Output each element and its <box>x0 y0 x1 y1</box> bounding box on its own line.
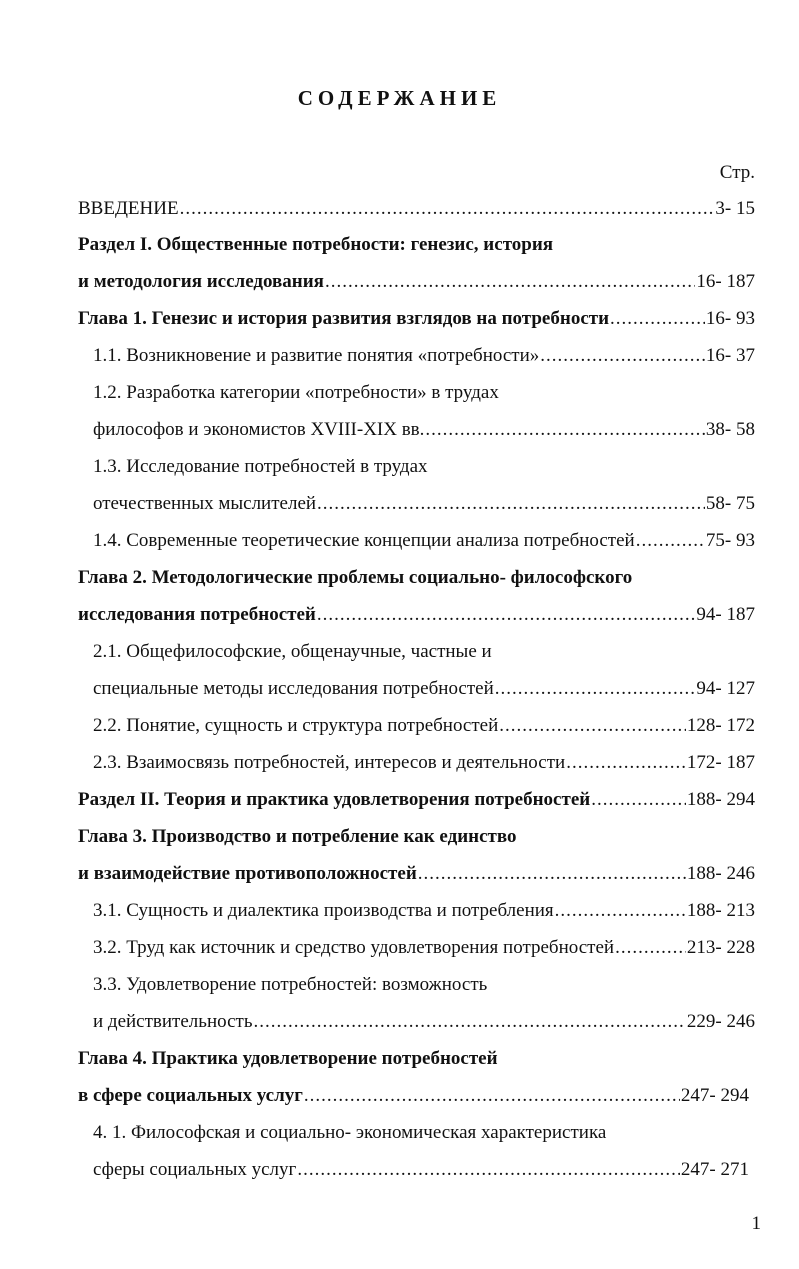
toc-entry-text: 2.3. Взаимосвязь потребностей, интересов и деятельности <box>93 752 566 773</box>
toc-leader-dots <box>566 752 686 774</box>
toc-leader-dots <box>540 345 705 367</box>
toc-subsection-2-2 <box>93 715 755 741</box>
toc-entry-text: 1.1. Возникновение и развитие понятия «потребности» <box>93 345 540 366</box>
toc-entry-pages: 58- 75 <box>705 493 755 514</box>
toc-entry-pages: 16- 93 <box>705 308 755 329</box>
toc-chapter-2-cont <box>78 604 755 630</box>
toc-entry-text: Глава 1. Генезис и история развития взглядов на потребности <box>78 308 610 329</box>
toc-subsection-1-2-cont <box>93 419 755 445</box>
toc-subsection-2-3 <box>93 752 755 778</box>
toc-entry-text: Раздел II. Теория и практика удовлетворения потребностей <box>78 789 591 810</box>
toc-leader-dots <box>418 863 686 885</box>
toc-entry-text: специальные методы исследования потребностей <box>93 678 494 699</box>
toc-entry-pages: 16- 187 <box>696 271 755 292</box>
toc-entry-pages: 3- 15 <box>715 198 755 219</box>
toc-entry-text: 3.1. Сущность и диалектика производства и потребления <box>93 900 554 921</box>
page-number: 1 <box>751 1213 761 1234</box>
toc-entry-text: и взаимодействие противоположностей <box>78 863 417 884</box>
toc-entry-pages: 16- 37 <box>705 345 755 366</box>
toc-entry-text: сферы социальных услуг <box>93 1159 297 1180</box>
toc-entry-pages: 247- 294 <box>680 1085 749 1106</box>
toc-entry-text: 3.2. Труд как источник и средство удовлетворения потребностей <box>93 937 615 958</box>
toc-leader-dots <box>180 198 715 220</box>
toc-entry-text: и методология исследования <box>78 271 324 292</box>
toc-entry-text: в сфере социальных услуг <box>78 1085 303 1106</box>
toc-leader-dots <box>555 900 686 922</box>
toc-entry-text: Глава 3. Производство и потребление как единство <box>78 826 517 847</box>
toc-entry-text: отечественных мыслителей <box>93 493 317 514</box>
page-title: СОДЕРЖАНИЕ <box>297 86 502 110</box>
toc-entry-text: 3.3. Удовлетворение потребностей: возможность <box>93 974 488 995</box>
toc-subsection-1-1 <box>93 345 755 371</box>
toc-entry-intro <box>78 198 755 224</box>
toc-chapter-3 <box>78 826 755 852</box>
toc-leader-dots <box>610 308 705 330</box>
toc-entry-text: ВВЕДЕНИЕ <box>78 198 179 219</box>
toc-entry-pages: 188- 294 <box>686 789 755 810</box>
toc-leader-dots <box>499 715 686 737</box>
toc-subsection-4-1 <box>93 1122 755 1148</box>
toc-subsection-2-1 <box>93 641 755 667</box>
toc-leader-dots <box>254 1011 686 1033</box>
toc-leader-dots <box>317 604 696 626</box>
toc-entry-pages: 38- 58 <box>705 419 755 440</box>
toc-entry-text: 1.2. Разработка категории «потребности» в трудах <box>93 382 499 403</box>
toc-entry-text: Глава 4. Практика удовлетворение потребностей <box>78 1048 498 1069</box>
toc-entry-text: 1.4. Современные теоретические концепции анализа потребностей <box>93 530 635 551</box>
page-column-header: Стр. <box>719 162 755 183</box>
toc-leader-dots <box>425 419 705 441</box>
toc-entry-text: Глава 2. Методологические проблемы социально- философского <box>78 567 633 588</box>
toc-entry-pages: 229- 246 <box>686 1011 755 1032</box>
toc-entry-text: 4. 1. Философская и социально- экономическая характеристика <box>93 1122 607 1143</box>
toc-subsection-3-2 <box>93 937 755 963</box>
toc-entry-pages: 75- 93 <box>705 530 755 551</box>
toc-entry-text: исследования потребностей <box>78 604 316 625</box>
toc-section-2 <box>78 789 755 815</box>
toc-subsection-4-1-cont <box>93 1159 749 1185</box>
toc-entry-text: и действительность <box>93 1011 253 1032</box>
toc-leader-dots <box>636 530 705 552</box>
toc-chapter-4-cont <box>78 1085 749 1111</box>
toc-entry-text: философов и экономистов XVIII-XIX вв. <box>93 419 425 440</box>
toc-subsection-3-1 <box>93 900 755 926</box>
toc-leader-dots <box>297 1159 680 1181</box>
toc-subsection-1-3-cont <box>93 493 755 519</box>
toc-entry-pages: 94- 187 <box>696 604 755 625</box>
toc-entry-pages: 128- 172 <box>686 715 755 736</box>
toc-subsection-2-1-cont <box>93 678 755 704</box>
toc-leader-dots <box>615 937 686 959</box>
toc-entry-text: Раздел I. Общественные потребности: генезис, история <box>78 234 554 255</box>
toc-leader-dots <box>591 789 686 811</box>
toc-entry-text: 2.2. Понятие, сущность и структура потребностей <box>93 715 499 736</box>
toc-subsection-3-3-cont <box>93 1011 755 1037</box>
toc-entry-pages: 188- 246 <box>686 863 755 884</box>
toc-entry-pages: 172- 187 <box>686 752 755 773</box>
toc-leader-dots <box>304 1085 680 1107</box>
toc-chapter-1 <box>78 308 755 334</box>
toc-leader-dots <box>495 678 696 700</box>
toc-entry-pages: 94- 127 <box>696 678 755 699</box>
toc-chapter-2 <box>78 567 755 593</box>
toc-entry-pages: 247- 271 <box>680 1159 749 1180</box>
toc-entry-pages: 213- 228 <box>686 937 755 958</box>
toc-entry-pages: 188- 213 <box>686 900 755 921</box>
toc-chapter-3-cont <box>78 863 755 889</box>
toc-leader-dots <box>325 271 695 293</box>
toc-entry-text: 1.3. Исследование потребностей в трудах <box>93 456 428 477</box>
toc-subsection-1-4 <box>93 530 755 556</box>
toc-section-1 <box>78 234 755 260</box>
toc-subsection-1-2 <box>93 382 755 408</box>
toc-section-1-cont <box>78 271 755 297</box>
toc-subsection-1-3 <box>93 456 755 482</box>
toc-chapter-4 <box>78 1048 755 1074</box>
toc-leader-dots <box>317 493 705 515</box>
toc-entry-text: 2.1. Общефилософские, общенаучные, частные и <box>93 641 492 662</box>
toc-subsection-3-3 <box>93 974 755 1000</box>
